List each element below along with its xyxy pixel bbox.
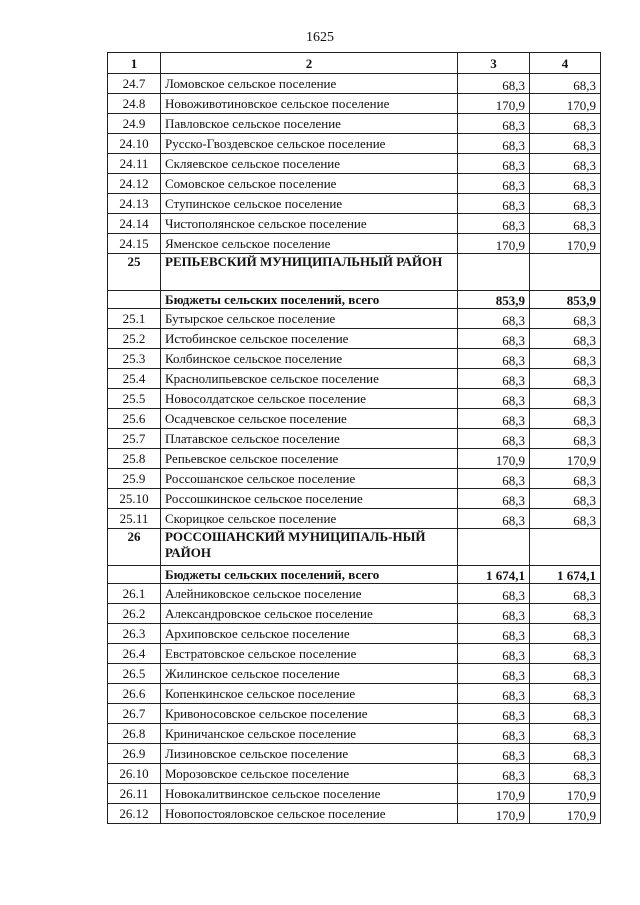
table-row [108,369,601,389]
table-row [108,784,601,804]
row-value-4: 68,3 [530,684,601,704]
row-number: 24.12 [108,174,161,194]
table-header [108,53,601,74]
row-name: Криничанское сельское поселение [161,724,458,744]
row-name: Александровское сельское поселение [161,604,458,624]
table-row [108,664,601,684]
row-value-4: 68,3 [530,194,601,214]
row-value-3: 68,3 [458,724,530,744]
row-number: 25.10 [108,489,161,509]
row-value-4: 68,3 [530,704,601,724]
row-value-4: 170,9 [530,94,601,114]
row-value-3: 68,3 [458,194,530,214]
row-value-3 [458,254,530,291]
row-number: 24.15 [108,234,161,254]
row-value-4: 68,3 [530,624,601,644]
table-row [108,134,601,154]
row-value-3: 68,3 [458,349,530,369]
column-header-4: 4 [530,53,601,74]
row-name: Новосолдатское сельское поселение [161,389,458,409]
table-row [108,214,601,234]
row-value-4: 68,3 [530,664,601,684]
row-number [108,566,161,584]
row-value-3: 68,3 [458,509,530,529]
row-value-4: 68,3 [530,744,601,764]
row-name: Яменское сельское поселение [161,234,458,254]
total-row [108,566,601,584]
row-value-3: 68,3 [458,604,530,624]
row-value-4: 68,3 [530,349,601,369]
row-number: 26.12 [108,804,161,824]
row-value-4: 170,9 [530,234,601,254]
budget-table [107,52,601,824]
row-number: 25.4 [108,369,161,389]
row-value-4: 170,9 [530,449,601,469]
table-row [108,704,601,724]
row-name: Новопостояловское сельское поселение [161,804,458,824]
row-value-3: 68,3 [458,154,530,174]
row-value-4: 68,3 [530,604,601,624]
row-name: Скорицкое сельское поселение [161,509,458,529]
column-header-3: 3 [458,53,530,74]
row-value-3: 68,3 [458,114,530,134]
row-value-3: 68,3 [458,744,530,764]
row-number: 25.2 [108,329,161,349]
row-value-3: 170,9 [458,449,530,469]
table-row [108,604,601,624]
district-row [108,529,601,566]
row-number: 25.11 [108,509,161,529]
column-header-1: 1 [108,53,161,74]
table-row [108,724,601,744]
row-value-4 [530,254,601,291]
row-name: Ступинское сельское поселение [161,194,458,214]
row-number: 24.11 [108,154,161,174]
table-row [108,509,601,529]
row-name: Чистополянское сельское поселение [161,214,458,234]
row-number: 25.8 [108,449,161,469]
row-name: Россошанское сельское поселение [161,469,458,489]
row-value-3: 68,3 [458,174,530,194]
row-name: Платавское сельское поселение [161,429,458,449]
row-value-3: 68,3 [458,389,530,409]
table-row [108,389,601,409]
row-value-3: 68,3 [458,469,530,489]
table-body [108,74,601,824]
table-row [108,94,601,114]
row-value-3: 170,9 [458,234,530,254]
row-value-3: 68,3 [458,644,530,664]
row-number [108,291,161,309]
row-value-3: 68,3 [458,369,530,389]
row-value-4: 68,3 [530,174,601,194]
row-number: 25.9 [108,469,161,489]
row-value-4: 170,9 [530,784,601,804]
row-name: РЕПЬЕВСКИЙ МУНИЦИПАЛЬНЫЙ РАЙОН [161,254,458,291]
row-name: Евстратовское сельское поселение [161,644,458,664]
row-value-4: 68,3 [530,114,601,134]
row-value-4: 68,3 [530,329,601,349]
row-number: 26.9 [108,744,161,764]
row-value-3: 853,9 [458,291,530,309]
table-row [108,489,601,509]
table-row [108,194,601,214]
table-row [108,804,601,824]
row-value-4: 170,9 [530,804,601,824]
row-value-4: 68,3 [530,489,601,509]
district-row [108,254,601,291]
row-value-4: 68,3 [530,369,601,389]
row-name: Колбинское сельское поселение [161,349,458,369]
row-number: 24.14 [108,214,161,234]
row-number: 25.5 [108,389,161,409]
row-name: Репьевское сельское поселение [161,449,458,469]
table-row [108,74,601,94]
row-value-3: 68,3 [458,429,530,449]
row-name: Алейниковское сельское поселение [161,584,458,604]
row-value-4: 68,3 [530,409,601,429]
row-number: 24.13 [108,194,161,214]
row-value-4: 68,3 [530,309,601,329]
header-row [108,53,601,74]
row-value-3: 68,3 [458,309,530,329]
row-value-3: 170,9 [458,804,530,824]
row-name: Скляевское сельское поселение [161,154,458,174]
table-row [108,409,601,429]
row-value-4 [530,529,601,566]
row-number: 25 [108,254,161,291]
table-row [108,469,601,489]
row-name: Новоживотиновское сельское поселение [161,94,458,114]
page-number: 1625 [306,30,334,45]
row-number: 24.8 [108,94,161,114]
row-number: 26.4 [108,644,161,664]
row-value-4: 68,3 [530,429,601,449]
row-number: 26.2 [108,604,161,624]
row-value-4: 68,3 [530,724,601,744]
row-name: Копенкинское сельское поселение [161,684,458,704]
row-value-4: 68,3 [530,469,601,489]
row-name: Осадчевское сельское поселение [161,409,458,429]
row-name: Жилинское сельское поселение [161,664,458,684]
table-row [108,154,601,174]
table-row [108,744,601,764]
row-name: Россошкинское сельское поселение [161,489,458,509]
row-value-3: 68,3 [458,409,530,429]
row-value-3 [458,529,530,566]
row-value-4: 68,3 [530,644,601,664]
table-row [108,584,601,604]
row-number: 25.3 [108,349,161,369]
row-name: Кривоносовское сельское поселение [161,704,458,724]
row-name: Истобинское сельское поселение [161,329,458,349]
row-number: 26.7 [108,704,161,724]
row-number: 26.3 [108,624,161,644]
table-row [108,449,601,469]
row-number: 24.9 [108,114,161,134]
row-name: Бутырское сельское поселение [161,309,458,329]
row-name: Бюджеты сельских поселений, всего [161,291,458,309]
row-number: 26.11 [108,784,161,804]
column-header-2: 2 [161,53,458,74]
row-value-3: 68,3 [458,664,530,684]
row-number: 26 [108,529,161,566]
row-value-3: 68,3 [458,684,530,704]
table-row [108,349,601,369]
table-row [108,329,601,349]
row-value-3: 68,3 [458,134,530,154]
row-value-4: 68,3 [530,389,601,409]
row-value-3: 68,3 [458,764,530,784]
row-number: 24.7 [108,74,161,94]
row-value-4: 68,3 [530,584,601,604]
row-number: 26.5 [108,664,161,684]
row-value-3: 68,3 [458,489,530,509]
table-row [108,174,601,194]
row-name: Сомовское сельское поселение [161,174,458,194]
row-value-3: 1 674,1 [458,566,530,584]
row-name: Новокалитвинское сельское поселение [161,784,458,804]
row-name: Лизиновское сельское поселение [161,744,458,764]
row-value-3: 170,9 [458,784,530,804]
row-value-4: 68,3 [530,74,601,94]
row-value-4: 68,3 [530,764,601,784]
row-value-3: 68,3 [458,704,530,724]
table-row [108,684,601,704]
row-value-4: 853,9 [530,291,601,309]
row-number: 25.7 [108,429,161,449]
row-name: Ломовское сельское поселение [161,74,458,94]
table-row [108,309,601,329]
table-row [108,644,601,664]
row-name: Морозовское сельское поселение [161,764,458,784]
row-number: 26.6 [108,684,161,704]
row-value-4: 68,3 [530,134,601,154]
row-name: Русско-Гвоздевское сельское поселение [161,134,458,154]
table-row [108,624,601,644]
row-number: 24.10 [108,134,161,154]
row-name: РОССОШАНСКИЙ МУНИЦИПАЛЬ-НЫЙ РАЙОН [161,529,458,566]
row-value-3: 68,3 [458,214,530,234]
row-value-4: 68,3 [530,154,601,174]
row-value-3: 170,9 [458,94,530,114]
table-row [108,764,601,784]
row-number: 26.10 [108,764,161,784]
total-row [108,291,601,309]
row-number: 26.1 [108,584,161,604]
table-row [108,234,601,254]
row-name: Архиповское сельское поселение [161,624,458,644]
row-number: 25.1 [108,309,161,329]
row-value-3: 68,3 [458,624,530,644]
row-name: Краснолипьевское сельское поселение [161,369,458,389]
row-value-4: 1 674,1 [530,566,601,584]
row-value-4: 68,3 [530,509,601,529]
table-row [108,429,601,449]
row-name: Бюджеты сельских поселений, всего [161,566,458,584]
row-value-3: 68,3 [458,329,530,349]
row-value-3: 68,3 [458,584,530,604]
row-number: 25.6 [108,409,161,429]
row-name: Павловское сельское поселение [161,114,458,134]
row-value-4: 68,3 [530,214,601,234]
table-row [108,114,601,134]
row-value-3: 68,3 [458,74,530,94]
row-number: 26.8 [108,724,161,744]
